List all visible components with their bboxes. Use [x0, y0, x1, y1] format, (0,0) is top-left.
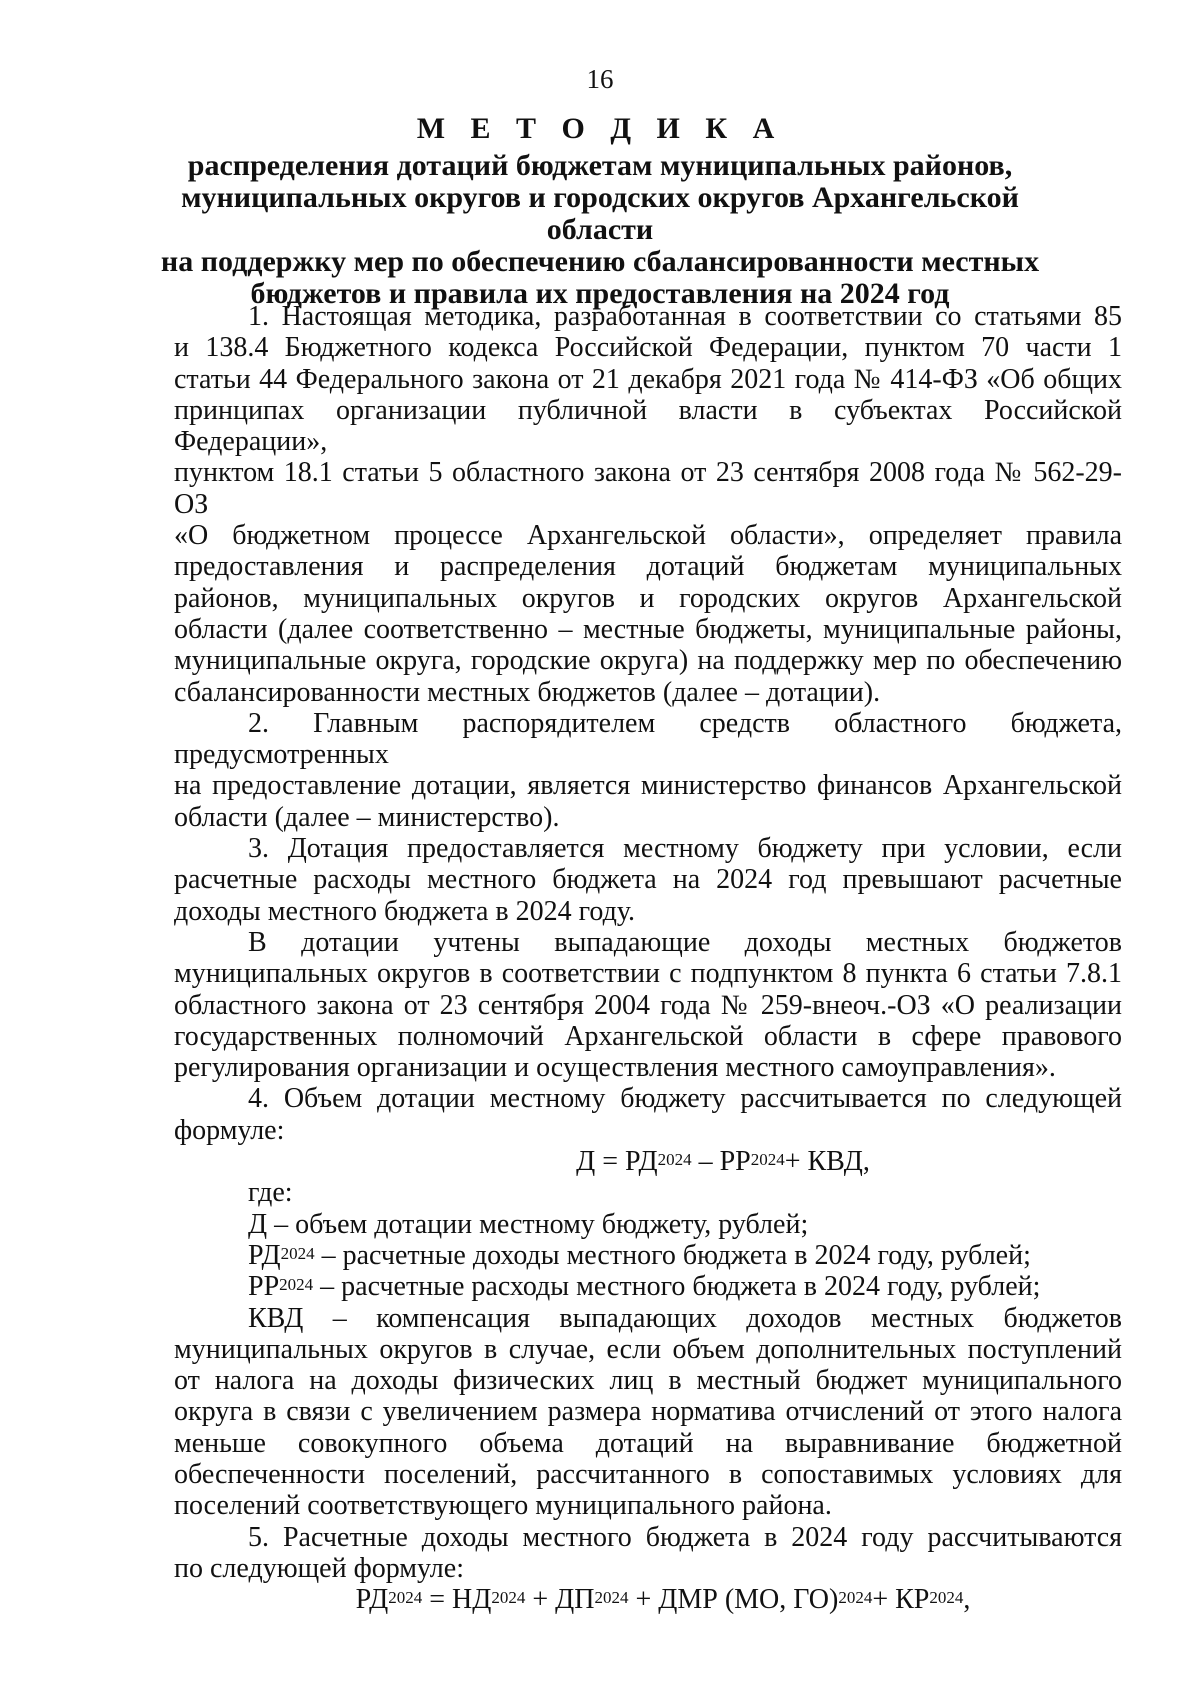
formula-superscript: 2024	[750, 1150, 785, 1170]
text-line: 3. Дотация предоставляется местному бюджету при условии, если	[248, 833, 1122, 865]
definition-text: – расчетные расходы местного бюджета в 2024 году, рублей;	[313, 1271, 1041, 1303]
text-line: по следующей формуле:	[174, 1552, 464, 1584]
formula-superscript: 2024	[657, 1150, 692, 1170]
formula-dotation	[174, 1146, 1122, 1177]
formula-part: + КВД,	[784, 1146, 870, 1178]
definition-kvd	[174, 1303, 1122, 1522]
formula-superscript: 2024	[491, 1588, 526, 1608]
text-line: районов, муниципальных округов и городских округов Архангельской	[174, 582, 1122, 614]
document-title: М Е Т О Д И К А	[416, 112, 784, 145]
text-line: «О бюджетном процессе Архангельской области», определяет правила	[174, 520, 1122, 552]
text-line: меньше совокупного объема дотаций на выравнивание бюджетной	[174, 1427, 1122, 1459]
text-line: и 138.4 Бюджетного кодекса Российской Федерации, пунктом 70 части 1	[174, 332, 1122, 364]
paragraph-1	[174, 301, 1122, 708]
formula-superscript: 2024	[388, 1588, 423, 1608]
text-line: от налога на доходы физических лиц в местный бюджет муниципального	[174, 1365, 1122, 1397]
text-line: 4. Объем дотации местному бюджету рассчитывается по следующей	[248, 1083, 1122, 1115]
text-line: В дотации учтены выпадающие доходы местных бюджетов	[248, 926, 1122, 958]
text-line: муниципальные округа, городские округа) на поддержку мер по обеспечению	[174, 645, 1122, 677]
text-line: расчетные расходы местного бюджета на 2024 год превышают расчетные	[174, 864, 1122, 896]
definition-text: – расчетные доходы местного бюджета в 2024 году, рублей;	[314, 1239, 1031, 1271]
definition-d: Д – объем дотации местному бюджету, рублей;	[248, 1208, 809, 1240]
text-line: статьи 44 Федерального закона от 21 декабря 2021 года № 414-ФЗ «Об общих	[174, 363, 1122, 395]
subtitle-line: бюджетов и правила их предоставления на 2024 год	[250, 277, 950, 310]
symbol: РД	[248, 1239, 281, 1271]
document-subtitle	[150, 150, 1050, 310]
text-line: формуле:	[174, 1114, 285, 1146]
formula-superscript: 2024	[280, 1243, 315, 1263]
formula-part: Д = РД	[576, 1146, 658, 1178]
formula-superscript: 2024	[929, 1588, 964, 1608]
text-line: обеспеченности поселений, рассчитанного в сопоставимых условиях для	[174, 1458, 1122, 1490]
text-line: пунктом 18.1 статьи 5 областного закона от 23 сентября 2008 года № 562-29-ОЗ	[174, 457, 1122, 520]
paragraph-4	[174, 1083, 1122, 1146]
formula-part: + ДП	[525, 1584, 595, 1616]
text-line: муниципальных округов в случае, если объем дополнительных поступлений	[174, 1333, 1122, 1365]
text-line: муниципальных округов в соответствии с подпунктом 8 пункта 6 статьи 7.8.1	[174, 958, 1122, 990]
text-line: регулирования организации и осуществления местного самоуправления».	[174, 1052, 1056, 1084]
document-body	[174, 301, 1122, 1615]
paragraph-3	[174, 833, 1122, 927]
formula-superscript: 2024	[838, 1588, 873, 1608]
text-line: сбалансированности местных бюджетов (далее – дотации).	[174, 676, 881, 708]
formula-revenue	[174, 1584, 1122, 1615]
paragraph-3b	[174, 927, 1122, 1083]
page-number: 16	[586, 64, 614, 94]
paragraph-5	[174, 1522, 1122, 1585]
formula-part: + ДМР (МО, ГО)	[628, 1584, 839, 1616]
definition-rr	[174, 1271, 1122, 1302]
text-line: доходы местного бюджета в 2024 году.	[174, 895, 636, 927]
text-line: областного закона от 23 сентября 2004 года № 259-внеоч.-ОЗ «О реализации	[174, 989, 1122, 1021]
text-line: принципах организации публичной власти в субъектах Российской Федерации»,	[174, 394, 1122, 458]
formula-part: – РР	[691, 1146, 751, 1178]
formula-part: + КР	[872, 1584, 930, 1616]
formula-part: ,	[963, 1584, 971, 1616]
symbol: РР	[248, 1271, 280, 1303]
subtitle-line: распределения дотаций бюджетам муниципальных районов,	[187, 149, 1013, 182]
formula-superscript: 2024	[279, 1275, 314, 1295]
formula-part: = НД	[422, 1584, 492, 1616]
text-line: 5. Расчетные доходы местного бюджета в 2024 году рассчитываются	[248, 1521, 1122, 1553]
text-line: предоставления и распределения дотаций бюджетам муниципальных	[174, 551, 1122, 583]
text-line: поселений соответствующего муниципального района.	[174, 1490, 832, 1522]
text-line: КВД – компенсация выпадающих доходов местных бюджетов	[248, 1302, 1122, 1334]
text-line: области (далее – министерство).	[174, 801, 560, 833]
paragraph-2	[174, 708, 1122, 833]
text-line: округа в связи с увеличением размера норматива отчислений от этого налога	[174, 1396, 1122, 1428]
text-line: 1. Настоящая методика, разработанная в соответствии со статьями 85	[248, 301, 1122, 332]
formula-superscript: 2024	[594, 1588, 629, 1608]
formula-part: РД	[355, 1584, 389, 1616]
subtitle-line: на поддержку мер по обеспечению сбалансированности местных	[160, 245, 1040, 278]
subtitle-line: муниципальных округов и городских округов Архангельской области	[181, 181, 1019, 246]
text-line: области (далее соответственно – местные бюджеты, муниципальные районы,	[174, 613, 1122, 645]
text-line: 2. Главным распорядителем средств областного бюджета, предусмотренных	[174, 707, 1122, 771]
where-label: где:	[248, 1177, 293, 1209]
text-line: государственных полномочий Архангельской области в сфере правового	[174, 1020, 1122, 1052]
definition-rd	[174, 1240, 1122, 1271]
text-line: на предоставление дотации, является министерство финансов Архангельской	[174, 770, 1122, 802]
